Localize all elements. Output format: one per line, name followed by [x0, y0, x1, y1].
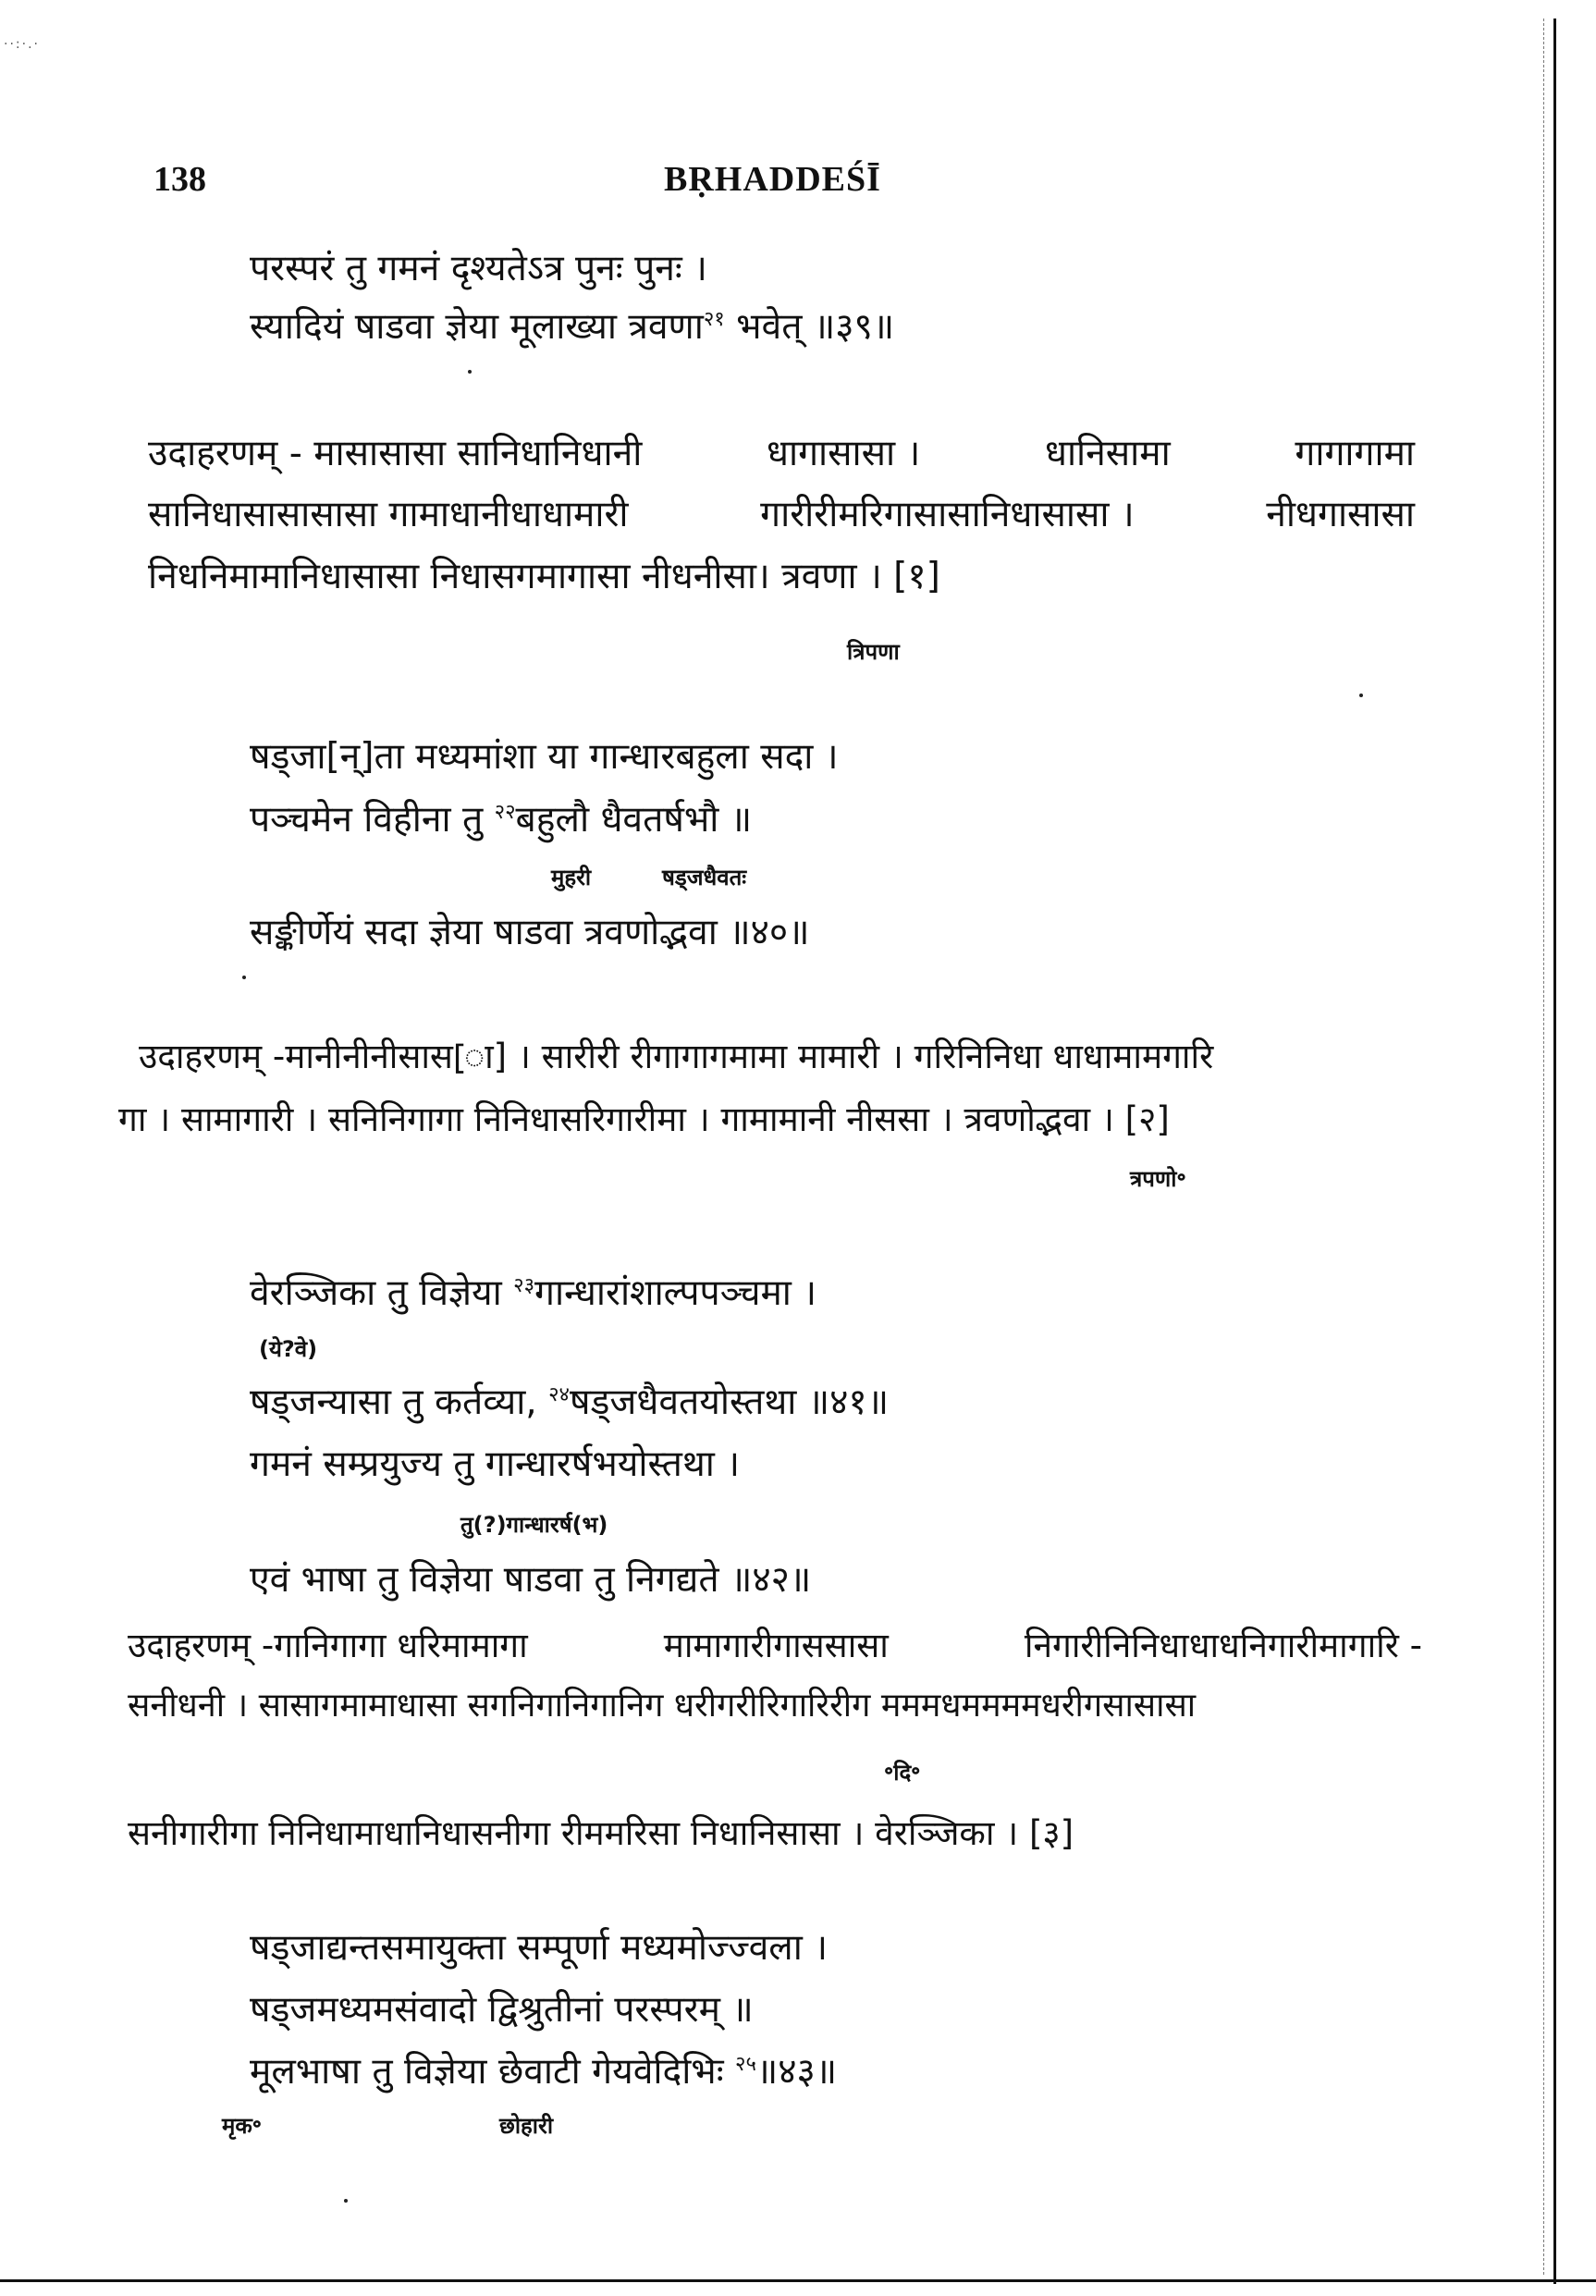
variant-note: मृक॰: [222, 2113, 263, 2139]
example-2-line-1: उदाहरणम् -मानीनीनीसास[ा] । सारीरी रीगागागमामा मामारी । गरिनिनिधा धाधामामगारि: [139, 1037, 1214, 1076]
verse-42-line-1: गमनं सम्प्रयुज्य तु गान्धारर्षभयोस्तथा ।: [250, 1443, 741, 1485]
footnote-marker: २४: [548, 1383, 570, 1406]
example-segment: सानिधासासासासा गामाधानीधाधामारी: [148, 494, 629, 535]
example-segment: धागासासा ।: [767, 433, 921, 474]
verse-text: गान्धारांशाल्पपञ्चमा ।: [534, 1272, 817, 1314]
example-segment: गागागामा: [1295, 433, 1415, 474]
page-edge-shadow: [1543, 18, 1545, 2275]
verse-43-line-2: षड्जमध्यमसंवादो द्विश्रुतीनां परस्परम् ॥: [250, 1989, 754, 2031]
scan-speck-dot: [468, 370, 472, 374]
verse-text: पञ्चमेन विहीना तु: [250, 799, 495, 841]
example-3-line-1: [128, 1620, 1422, 1667]
variant-note: मुहरी: [551, 865, 592, 890]
variant-note: तु(?)गान्धारर्ष(भ): [460, 1512, 608, 1538]
footnote-marker: २३: [513, 1274, 535, 1297]
example-segment: उदाहरणम् - मासासासा सानिधानिधानी: [148, 433, 643, 474]
verse-text: बहुलौ धैवतर्षभौ ॥: [515, 799, 753, 841]
example-1-line-2: [148, 488, 1415, 537]
example-2-line-2: गा । सामागारी । सनिनिगागा निनिधासरिगारीमा । गामामानी नीससा । त्रवणोद्भवा । [२]: [118, 1099, 1170, 1139]
verse-39-line-1: परस्परं तु गमनं दृश्यतेऽत्र पुनः पुनः ।: [250, 248, 707, 289]
verse-42-line-2: एवं भाषा तु विज्ञेया षाडवा तु निगद्यते ॥४२॥: [250, 1559, 812, 1601]
variant-note: छोहारी: [499, 2113, 554, 2139]
example-segment: नीधगासासा: [1266, 494, 1415, 535]
verse-text: वेरञ्जिका तु विज्ञेया: [250, 1272, 514, 1314]
verse-41-line-1: [250, 1267, 816, 1316]
example-segment: मामागारीगाससासा: [663, 1626, 889, 1665]
verse-text: स्यादियं षाडवा ज्ञेया मूलाख्या त्रवणा: [250, 306, 704, 348]
verse-43-line-3: [250, 2045, 837, 2094]
variant-note: षड्जधैवतः: [662, 865, 747, 890]
verse-text: षड्जन्यासा तु कर्तव्या,: [250, 1381, 549, 1423]
example-segment: निगारीनिनिधाधाधनिगारीमागारि -: [1024, 1626, 1422, 1665]
verse-43-line-1: षड्जाद्यन्तसमायुक्ता सम्पूर्णा मध्यमोज्ज्वला ।: [250, 1927, 828, 1969]
verse-text: षड्जधैवतयोस्तथा ॥४१॥: [570, 1381, 890, 1423]
example-segment: गारीरीमरिगासासानिधासासा ।: [760, 494, 1135, 535]
page-number: 138: [153, 160, 206, 199]
scan-speck-dot: [242, 976, 246, 979]
page-edge-right: [1553, 18, 1556, 2284]
example-3-line-3: सनीगारीगा निनिधामाधानिधासनीगा रीममरिसा निधानिसासा । वेरञ्जिका । [३]: [128, 1813, 1074, 1853]
example-1-line-3: निधनिमामानिधासासा निधासगमागासा नीधनीसा। त्रवणा । [१]: [148, 556, 940, 597]
verse-40-line-2: [250, 793, 752, 842]
verse-text: ॥४३॥: [755, 2051, 838, 2093]
running-title: BṚHADDEŚĪ: [664, 160, 881, 199]
marginal-note: ॰दि॰: [884, 1760, 921, 1786]
scan-artifact: ··:·.·: [4, 37, 40, 52]
verse-text: भवेत् ॥३९॥: [724, 306, 895, 348]
verse-text: मूलभाषा तु विज्ञेया छेवाटी गेयवेदिभिः: [250, 2051, 735, 2093]
scan-speck-dot: [1359, 694, 1363, 697]
footnote-marker: २१: [703, 308, 725, 331]
example-3-line-2: सनीधनी । सासागमामाधासा सगनिगानिगानिग धरीगरीरिगारिरीग मममधममममधरीगसासासा: [128, 1687, 1197, 1725]
marginal-note: त्रपणो॰: [1130, 1166, 1186, 1192]
footnote-marker: २२: [494, 801, 516, 824]
verse-39-line-2: [250, 301, 894, 350]
verse-40-line-3: सङ्कीर्णेयं सदा ज्ञेया षाडवा त्रवणोद्भवा ॥४०॥: [250, 912, 810, 953]
verse-41-line-2: [250, 1376, 889, 1425]
example-1-line-1: [148, 427, 1415, 476]
example-segment: धानिसामा: [1044, 433, 1171, 474]
footnote-marker: २५: [735, 2053, 756, 2076]
scan-speck-dot: [344, 2199, 348, 2203]
variant-note: (ये?वे): [259, 1336, 318, 1362]
verse-40-line-1: षड्जा[न्]ता मध्यमांशा या गान्धारबहुला सदा ।: [250, 736, 839, 778]
page-edge-bottom: [0, 2279, 1596, 2282]
marginal-note: त्रिपणा: [847, 639, 900, 665]
example-segment: उदाहरणम् -गानिगागा धरिमामागा: [128, 1626, 528, 1665]
